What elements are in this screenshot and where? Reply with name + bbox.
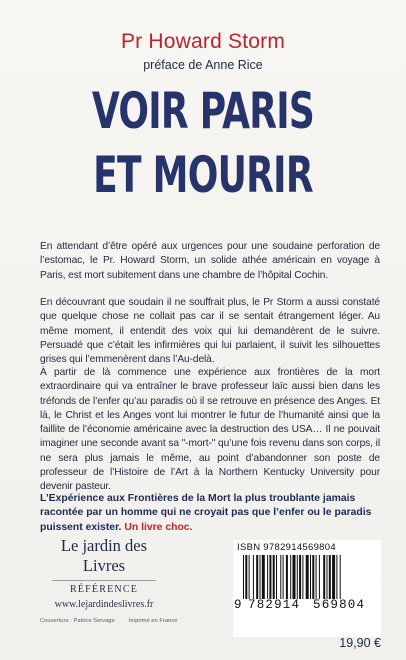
book-title-line-2: ET MOURIR	[93, 146, 313, 204]
barcode-bar	[260, 555, 261, 599]
barcode-bar	[290, 555, 291, 599]
tagline	[40, 492, 380, 535]
barcode-bar	[249, 555, 250, 599]
barcode-bar	[256, 555, 258, 599]
tagline-accent: Un livre choc.	[124, 521, 193, 533]
barcode-bar	[329, 555, 331, 599]
barcode-bar	[267, 555, 268, 599]
barcode-bar	[323, 555, 325, 599]
barcode-bar	[269, 555, 271, 599]
barcode-lead-digit: 9	[234, 598, 242, 612]
barcode-bar	[280, 555, 281, 599]
barcode-bar	[302, 555, 303, 599]
credits-line	[40, 618, 177, 624]
barcode-bar	[245, 555, 247, 599]
price: 19,90 €	[339, 636, 381, 650]
publisher-logo	[40, 536, 168, 610]
barcode-bar	[293, 555, 296, 599]
barcode-graphic	[237, 555, 377, 601]
cover-credit: Couverture : Patrice Servage	[40, 618, 115, 624]
publisher-website: www.lejardindeslivres.fr	[54, 599, 154, 610]
barcode-bar	[316, 555, 317, 599]
barcode-bar	[299, 555, 301, 599]
blurb-paragraph-2: En découvrant que soudain il ne souffrait plus, le Pr Storm a aussi constaté que quelque chose ne collait pas car il se sentait étrangement léger. Au même moment, il entendit des voix qui lui demandèrent de le suivre. Persuadé que c’était les infirmières qui lui parlaient, il suivit les silhouettes grises qui l’emmenèrent dans l’Au-delà.	[40, 297, 380, 366]
barcode-bar	[283, 555, 284, 599]
publisher-divider	[52, 580, 156, 581]
barcode-bar	[297, 555, 298, 599]
blurb-paragraph-3: À partir de là commence une expérience aux frontières de la mort extraordinaire qui va entraîner le brave professeur laïc aussi bien dans les tréfonds de l’enfer qu’au paradis où il se retrouve en présence des Anges. Et là, le Christ et les Anges vont lui montrer le futur de l’humanité ainsi que la faillite de l’économie américaine avec la destruction des USA… Il ne pouvait imaginer une seconde avant sa "-mort-" qu’une fois revenu dans son corps, il ne sera plus jamais le même, au point d’abandonner son poste de professeur de l’Histoire de l’Art à la Northern Kentucky University pour devenir pasteur.	[40, 367, 380, 493]
barcode-digit-group-2: 569804	[313, 598, 366, 612]
barcode-bar	[310, 555, 311, 599]
barcode-bar	[243, 555, 244, 599]
isbn-label: ISBN 9782914569804	[237, 542, 336, 553]
barcode-bar	[286, 555, 288, 599]
barcode-bar	[319, 555, 320, 599]
barcode-bar	[340, 555, 341, 599]
publisher-name: Le jardin des Livres	[60, 536, 148, 575]
barcode-bar	[273, 555, 275, 599]
tagline-text: L’Expérience aux Frontières de la Mort la plus troublante jamais racontée par un homme qui ne croyait pas que l’enfer ou le paradis puissent exister.	[40, 493, 372, 533]
barcode-box	[233, 540, 381, 637]
print-credit: Imprimé en France	[128, 618, 178, 624]
book-title-line-1: VOIR PARIS	[91, 82, 315, 140]
barcode-bar	[253, 555, 254, 599]
author-name: Pr Howard Storm	[120, 30, 286, 53]
barcode-bar	[327, 555, 328, 599]
preface-credit: préface de Anne Rice	[143, 58, 263, 72]
barcode-digit-group-1: 782914	[248, 598, 301, 612]
blurb-paragraph-1: En attendant d’être opéré aux urgences pour une soudaine perforation de l’estomac, le Pr. Howard Storm, un solide athée américain en voyage à Paris, est mort subitement dans une chambre de l’hôpital Cochin.	[40, 241, 380, 281]
barcode-bar	[306, 555, 309, 599]
barcode-bar	[336, 555, 337, 599]
barcode-bar	[276, 555, 277, 599]
barcode-bar	[332, 555, 335, 599]
publisher-series: RÉFÉRENCE	[69, 584, 139, 595]
barcode-bar	[312, 555, 314, 599]
barcode-bar	[262, 555, 265, 599]
